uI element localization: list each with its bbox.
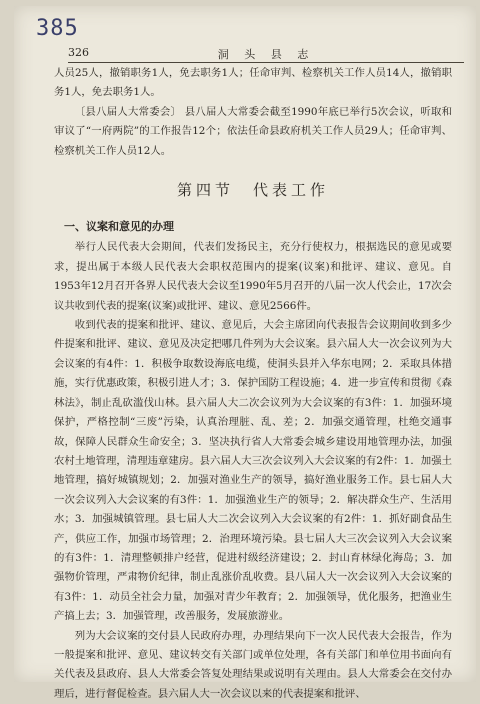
page-body bbox=[54, 64, 452, 704]
paragraph-proposals-list: 收到代表的提案和批评、建议、意见后，大会主席团向代表报告会议期间收到多少件提案和批评、建议、意见及决定把哪几件列为大会议案。县六届人大一次会议列为大会议案的有4件：1．积极争取数设海底电缆，使洞头县并入华东电网；2．采取具体措施，实行优惠政策，积极引进人才；3．保护国防工程设施；4．进一步宣传和贯彻《森林法》，制止乱砍滥伐山林。县六届人大二次会议列为大会议案的有3件：1．加强环境保护，严格控制“三废”污染，认真治理脏、乱、差；2．加强交通管理，杜绝交通事故，保障人民群众生命安全；3．坚决执行省人大常委会城乡建设用地管理办法，加强农村土地管理，清理违章建房。县六届人大三次会议列入大会议案的有2件：1．加强土地管理，搞好城镇规划；2．加强对渔业生产的领导，搞好渔业服务工作。县七届人大一次会议列入大会议案的有3件：1．加强渔业生产的领导；2．解决群众生产、生活用水；3．加强城镇管理。县七届人大二次会议列入大会议案的有2件：1．抓好副食品生产，供应工作，加强市场管理；2．治理环境污染。县七届人大三次会议列入大会议案的有3件：1．清理整顿排户经营，促进村级经济建设；2．封山育林绿化海岛；3．加强物价管理，严肃物价纪律，制止乱涨价乱收费。县八届人大一次会议列入大会议案的有3件：1．动员全社会力量，加强对青少年教育；2．加强领导，优化服务，把渔业生产搞上去；3．加强管理，改善服务，发展旅游业。 bbox=[54, 319, 452, 623]
paragraph-proposals-intro: 举行人民代表大会期间，代表们发扬民主，充分行使权力，根据选民的意见或要求，提出属于本级人民代表大会职权范围内的提案(议案)和批评、建议、意见。自1953年12月召开各界人民代表大会议至1990年5月召开的八届一次人代会止，17次会议共收到代表的提案(议案)或批评、建议、意见2566件。 bbox=[54, 241, 452, 312]
paragraph-continued: 人员25人，撤销职务1人，免去职务1人；任命审判、检察机关工作人员14人，撤销职务1人，免去职务1人。 bbox=[54, 67, 452, 99]
subsection-heading: 一、议案和意见的办理 bbox=[64, 220, 174, 234]
paragraph-handling: 列为大会议案的交付县人民政府办理，办理结果向下一次人民代表大会报告，作为一般提案和批评、意见、建议转交有关部门或单位处理，各有关部门和单位用书面向有关代表及县政府、县人大常委会答复处理结果或说明有关理由。县人大常委会在交付办理后，进行督促检查。县六届人大一次会议以来的代表提案和批评、 bbox=[54, 629, 452, 700]
section-title: 第四节 代表工作 bbox=[176, 181, 329, 200]
running-header bbox=[68, 46, 464, 63]
page-number: 326 bbox=[68, 46, 89, 59]
paragraph-standing-committee: 〔县八届人大常委会〕 县八届人大常委会截至1990年底已举行5次会议，听取和审议了“一府两院”的工作报告12个；依法任命县政府机关工作人员29人；任命审判、检察机关工作人员12人。 bbox=[54, 105, 452, 157]
book-title: 洞 头 县 志 bbox=[217, 48, 315, 61]
handwritten-page-number: 385 bbox=[36, 16, 79, 41]
